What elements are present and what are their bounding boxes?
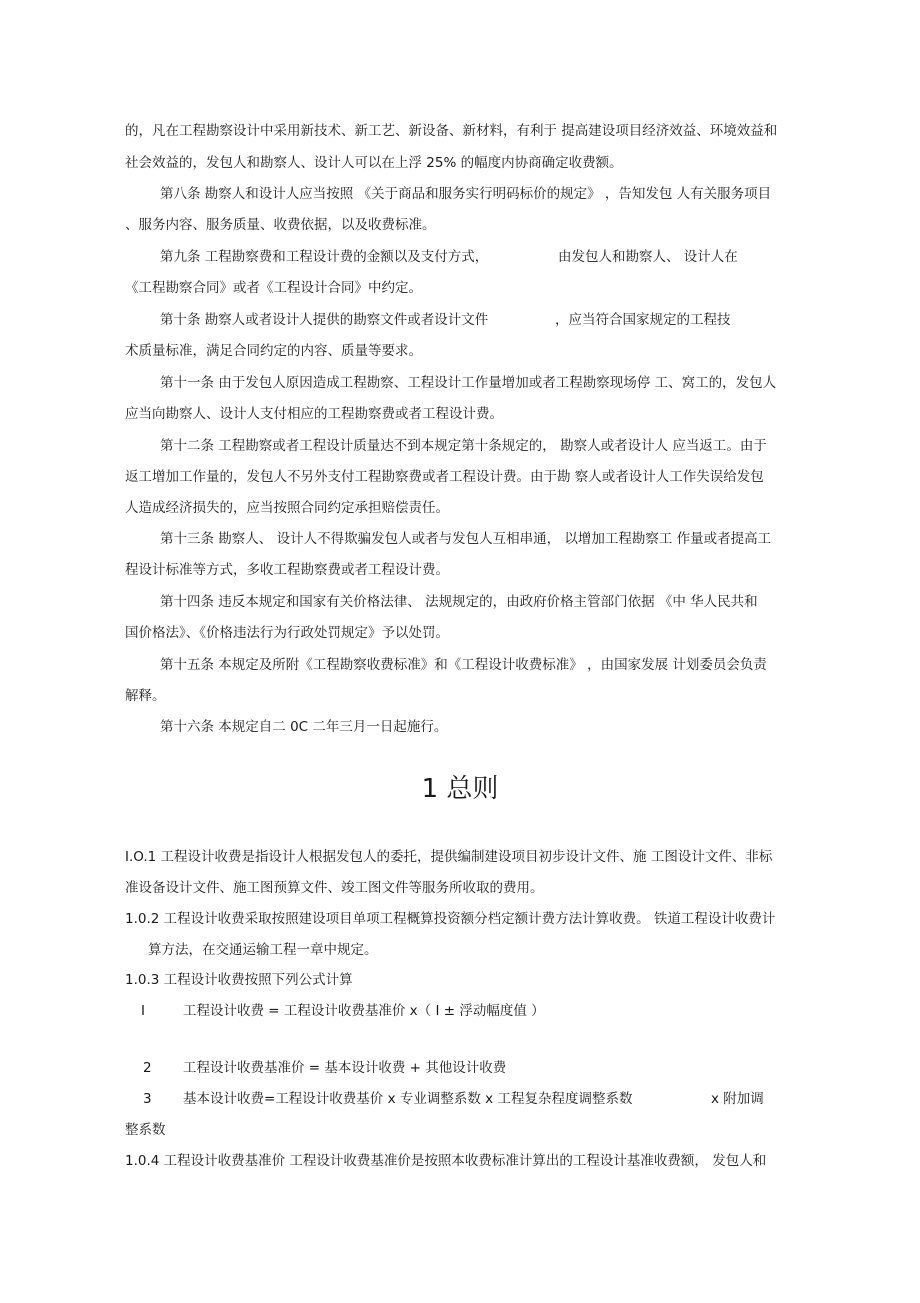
- formula-number: I: [141, 1003, 145, 1019]
- text-line: 解释。: [125, 688, 166, 704]
- clause-1-0-2: 1.0.2 工程设计收费采取按照建设项目单项工程概算投资额分档定额计费方法计算收费。 铁道工程设计收费计: [125, 911, 776, 927]
- text-line: 术质量标准，满足合同约定的内容、质量等要求。: [125, 343, 422, 359]
- article-15: 第十五条 本规定及所附《工程勘察收费标准》和《工程设计收费标准》 ，由国家发展 计划委员会负责: [160, 657, 767, 673]
- clause-1-0-3: 1.0.3 工程设计收费按照下列公式计算: [125, 972, 353, 988]
- formula-2: 工程设计收费基准价 = 基本设计收费 + 其他设计收费: [183, 1060, 507, 1076]
- formula-3-continuation: 整系数: [125, 1122, 166, 1138]
- article-14: 第十四条 违反本规定和国家有关价格法律、 法规规定的，由政府价格主管部门依据 《中 华人民共和: [160, 594, 758, 610]
- text-line: 社会效益的，发包人和勘察人、设计人可以在上浮 25% 的幅度内协商确定收费额。: [125, 155, 623, 171]
- formula-3-tail: x 附加调: [711, 1091, 764, 1107]
- text-line: 准设备设计文件、施工图预算文件、竣工图文件等服务所收取的费用。: [125, 880, 544, 896]
- formula-number: 3: [143, 1091, 152, 1107]
- text-line: ，应当符合国家规定的工程技: [555, 312, 731, 328]
- text-line: 算方法，在交通运输工程一章中规定。: [148, 942, 378, 958]
- text-line: 的，凡在工程勘察设计中采用新技术、新工艺、新设备、新材料，有利于 提高建设项目经济效益、环境效益和: [125, 123, 778, 139]
- text-line: 国价格法》、《价格违法行为行政处罚规定》予以处罚。: [125, 625, 449, 641]
- text-line: 由发包人和勘察人、 设计人在: [558, 249, 738, 265]
- text-line: 程设计标准等方式，多收工程勘察费或者工程设计费。: [125, 562, 449, 578]
- text-line: 应当向勘察人、设计人支付相应的工程勘察费或者工程设计费。: [125, 406, 503, 422]
- article-11: 第十一条 由于发包人原因造成工程勘察、工程设计工作量增加或者工程勘察现场停 工、窝工的，发包人: [160, 375, 777, 391]
- article-9: 第九条 工程勘察费和工程设计费的金额以及支付方式，: [160, 249, 489, 265]
- formula-1: 工程设计收费 = 工程设计收费基准价 x（ I ± 浮动幅度值 ）: [183, 1003, 545, 1019]
- article-12: 第十二条 工程勘察或者工程设计质量达不到本规定第十条规定的， 勘察人或者设计人 应当返工。由于: [160, 438, 767, 454]
- text-line: 人造成经济损失的，应当按照合同约定承担赔偿责任。: [125, 500, 449, 516]
- text-line: 《工程勘察合同》或者《工程设计合同》中约定。: [125, 280, 422, 296]
- clause-1-0-4: 1.0.4 工程设计收费基准价 工程设计收费基准价是按照本收费标准计算出的工程设计基准收费额， 发包人和: [125, 1153, 767, 1169]
- formula-number: 2: [143, 1060, 152, 1076]
- article-16: 第十六条 本规定自二 0C 二年三月一日起施行。: [160, 719, 448, 735]
- formula-3: 基本设计收费=工程设计收费基价 x 专业调整系数 x 工程复杂程度调整系数: [183, 1091, 633, 1107]
- text-line: 、服务内容、服务质量、收费依据，以及收费标准。: [125, 217, 436, 233]
- text-line: 返工增加工作量的，发包人不另外支付工程勘察费或者工程设计费。由于勘 察人或者设计人工作失误给发包: [125, 469, 764, 485]
- section-title: 1 总则: [421, 774, 499, 804]
- article-8: 第八条 勘察人和设计人应当按照 《关于商品和服务实行明码标价的规定》 ，告知发包 人有关服务项目: [160, 186, 772, 202]
- article-13: 第十三条 勘察人、 设计人不得欺骗发包人或者与发包人互相串通， 以增加工程勘察工 作量或者提高工: [160, 531, 772, 547]
- article-10: 第十条 勘察人或者设计人提供的勘察文件或者设计文件: [160, 312, 489, 328]
- clause-1-0-1: I.O.1 工程设计收费是指设计人根据发包人的委托，提供编制建设项目初步设计文件、施 工图设计文件、非标: [125, 849, 773, 865]
